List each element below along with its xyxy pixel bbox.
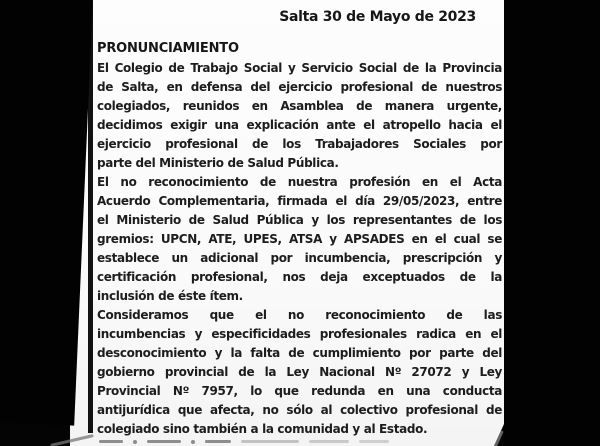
document-line: Consideramos que el no reconocimiento de las xyxy=(97,308,502,322)
cutoff-mark xyxy=(191,440,195,444)
document-body xyxy=(97,59,502,439)
document-line: de Salta, en defensa del ejercicio profesional de nuestros xyxy=(97,80,502,94)
document-line: establece un adicional por incumbencia, prescripción y xyxy=(97,251,502,265)
document-line: certificación profesional, nos deja exceptuados de la xyxy=(97,270,502,284)
cutoff-mark xyxy=(359,440,389,443)
document-line: Provincial Nº 7957, lo que redunda en una conducta xyxy=(97,384,502,398)
document-line: incumbencias y especificidades profesionales radica en el xyxy=(97,327,502,341)
document-line: colegiado sino también a la comunidad y al Estado. xyxy=(97,422,428,436)
cutoff-mark xyxy=(133,440,137,444)
document-line: inclusión de éste ítem. xyxy=(97,289,243,303)
document-line: gobierno provincial de la Ley Nacional Nº 27072 y Ley xyxy=(97,365,502,379)
document-line: ejercicio profesional de los Trabajadores Sociales por xyxy=(97,137,502,151)
cutoff-mark xyxy=(205,440,231,443)
document-line: El Colegio de Trabajo Social y Servicio Social de la Provincia xyxy=(97,61,502,75)
document-line: desconocimiento y la falta de cumplimiento por parte del xyxy=(97,346,502,360)
document-sheet xyxy=(70,0,504,446)
document-line: el Ministerio de Salud Pública y los representantes de los xyxy=(97,213,502,227)
date-line: Salta 30 de Mayo de 2023 xyxy=(279,9,476,25)
document-line: parte del Ministerio de Salud Pública. xyxy=(97,156,339,170)
document-line: antijurídica que afecta, no sólo al colectivo profesional de xyxy=(97,403,502,417)
document-line: gremios: UPCN, ATE, UPES, ATSA y APSADES en el cual se xyxy=(97,232,502,246)
document-content xyxy=(97,0,502,446)
document-line: decidimos exigir una explicación ante el atropello hacia el xyxy=(97,118,502,132)
cutoff-mark xyxy=(147,440,181,443)
document-line: El no reconocimiento de nuestra profesión en el Acta xyxy=(97,175,502,189)
cutoff-mark xyxy=(99,440,123,443)
cutoff-text-remnant xyxy=(99,440,399,445)
document-line: colegiados, reunidos en Asamblea de manera urgente, xyxy=(97,99,502,113)
document-line: Acuerdo Complementaria, firmada el día 29/05/2023, entre xyxy=(97,194,502,208)
cutoff-mark xyxy=(309,440,349,443)
cutoff-mark xyxy=(241,440,299,443)
document-heading: PRONUNCIAMIENTO xyxy=(97,41,239,56)
right-black-background xyxy=(504,0,600,446)
